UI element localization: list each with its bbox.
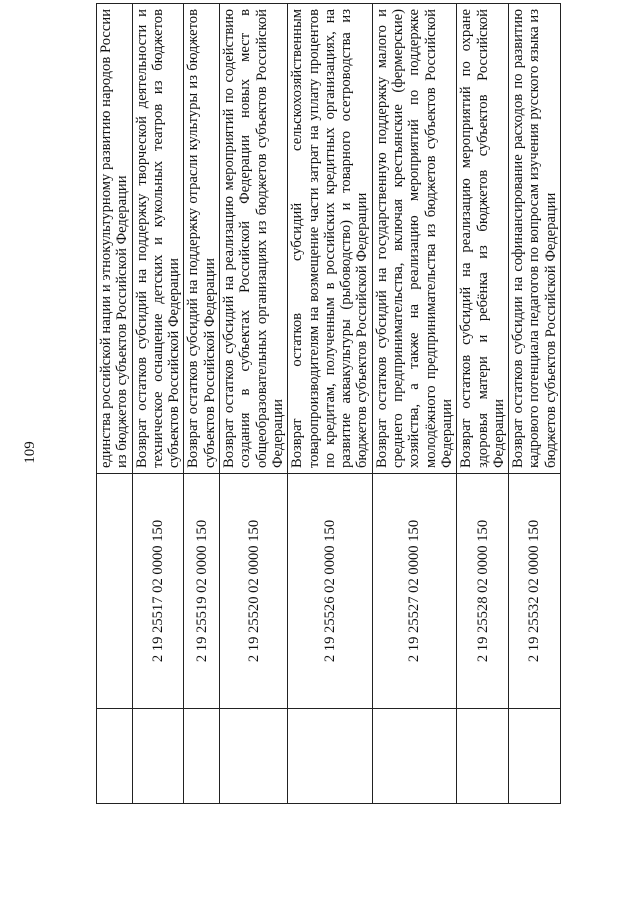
budget-code: 2 19 25526 02 0000 150 <box>288 474 372 709</box>
budget-codes-table <box>96 3 561 804</box>
table-row <box>509 4 561 804</box>
table-row <box>220 4 288 804</box>
budget-code: 2 19 25527 02 0000 150 <box>372 474 456 709</box>
table-row <box>372 4 456 804</box>
row-description: Возврат остатков субсидий на поддержку отрасли культуры из бюджетов субъектов Российской Федерации <box>184 4 220 474</box>
budget-code: 2 19 25517 02 0000 150 <box>132 474 184 709</box>
row-description: Возврат остатков субсидии на софинансирование расходов по развитию кадрового потенциала педагогов по вопросам изучения русского языка из бюджетов субъектов Российской Федерации <box>509 4 561 474</box>
empty-cell <box>97 709 133 804</box>
page-number: 109 <box>22 441 38 464</box>
empty-cell <box>457 709 509 804</box>
row-description: Возврат остатков субсидий на поддержку творческой деятельности и техническое оснащение детских и кукольных театров из бюджетов субъектов Российской Федерации <box>132 4 184 474</box>
empty-cell <box>132 709 184 804</box>
empty-cell <box>220 709 288 804</box>
row-description: единства российской нации и этнокультурному развитию народов России из бюджетов субъектов Российской Федерации <box>97 4 133 474</box>
table-row <box>97 4 133 804</box>
budget-code: 2 19 25528 02 0000 150 <box>457 474 509 709</box>
empty-cell <box>509 709 561 804</box>
empty-cell <box>288 709 372 804</box>
empty-cell <box>184 709 220 804</box>
table-row <box>457 4 509 804</box>
budget-code: 2 19 25532 02 0000 150 <box>509 474 561 709</box>
row-description: Возврат остатков субсидий на реализацию мероприятий по охране здоровья матери и ребёнка из бюджетов субъектов Российской Федерации <box>457 4 509 474</box>
row-description: Возврат остатков субсидий сельскохозяйственным товаропроизводителям на возмещение части затрат на уплату процентов по кредитам, полученным в российских кредитных организациях, на развитие аквакультуры (рыбоводство) и товарного осетроводства из бюджетов субъектов Российской Федерации <box>288 4 372 474</box>
budget-code: 2 19 25519 02 0000 150 <box>184 474 220 709</box>
empty-cell <box>372 709 456 804</box>
row-description: Возврат остатков субсидий на государственную поддержку малого и среднего предпринимательства, включая крестьянские (фермерские) хозяйства, а также на реализацию мероприятий по поддержке молодёжного предпринимательства из бюджетов субъектов Российской Федерации <box>372 4 456 474</box>
budget-code <box>97 474 133 709</box>
table-row <box>288 4 372 804</box>
row-description: Возврат остатков субсидий на реализацию мероприятий по содействию создания в субъектах Российской Федерации новых мест в общеобразовательных организациях из бюджетов субъектов Российской Федерации <box>220 4 288 474</box>
table-row <box>132 4 184 804</box>
table-row <box>184 4 220 804</box>
budget-code: 2 19 25520 02 0000 150 <box>220 474 288 709</box>
